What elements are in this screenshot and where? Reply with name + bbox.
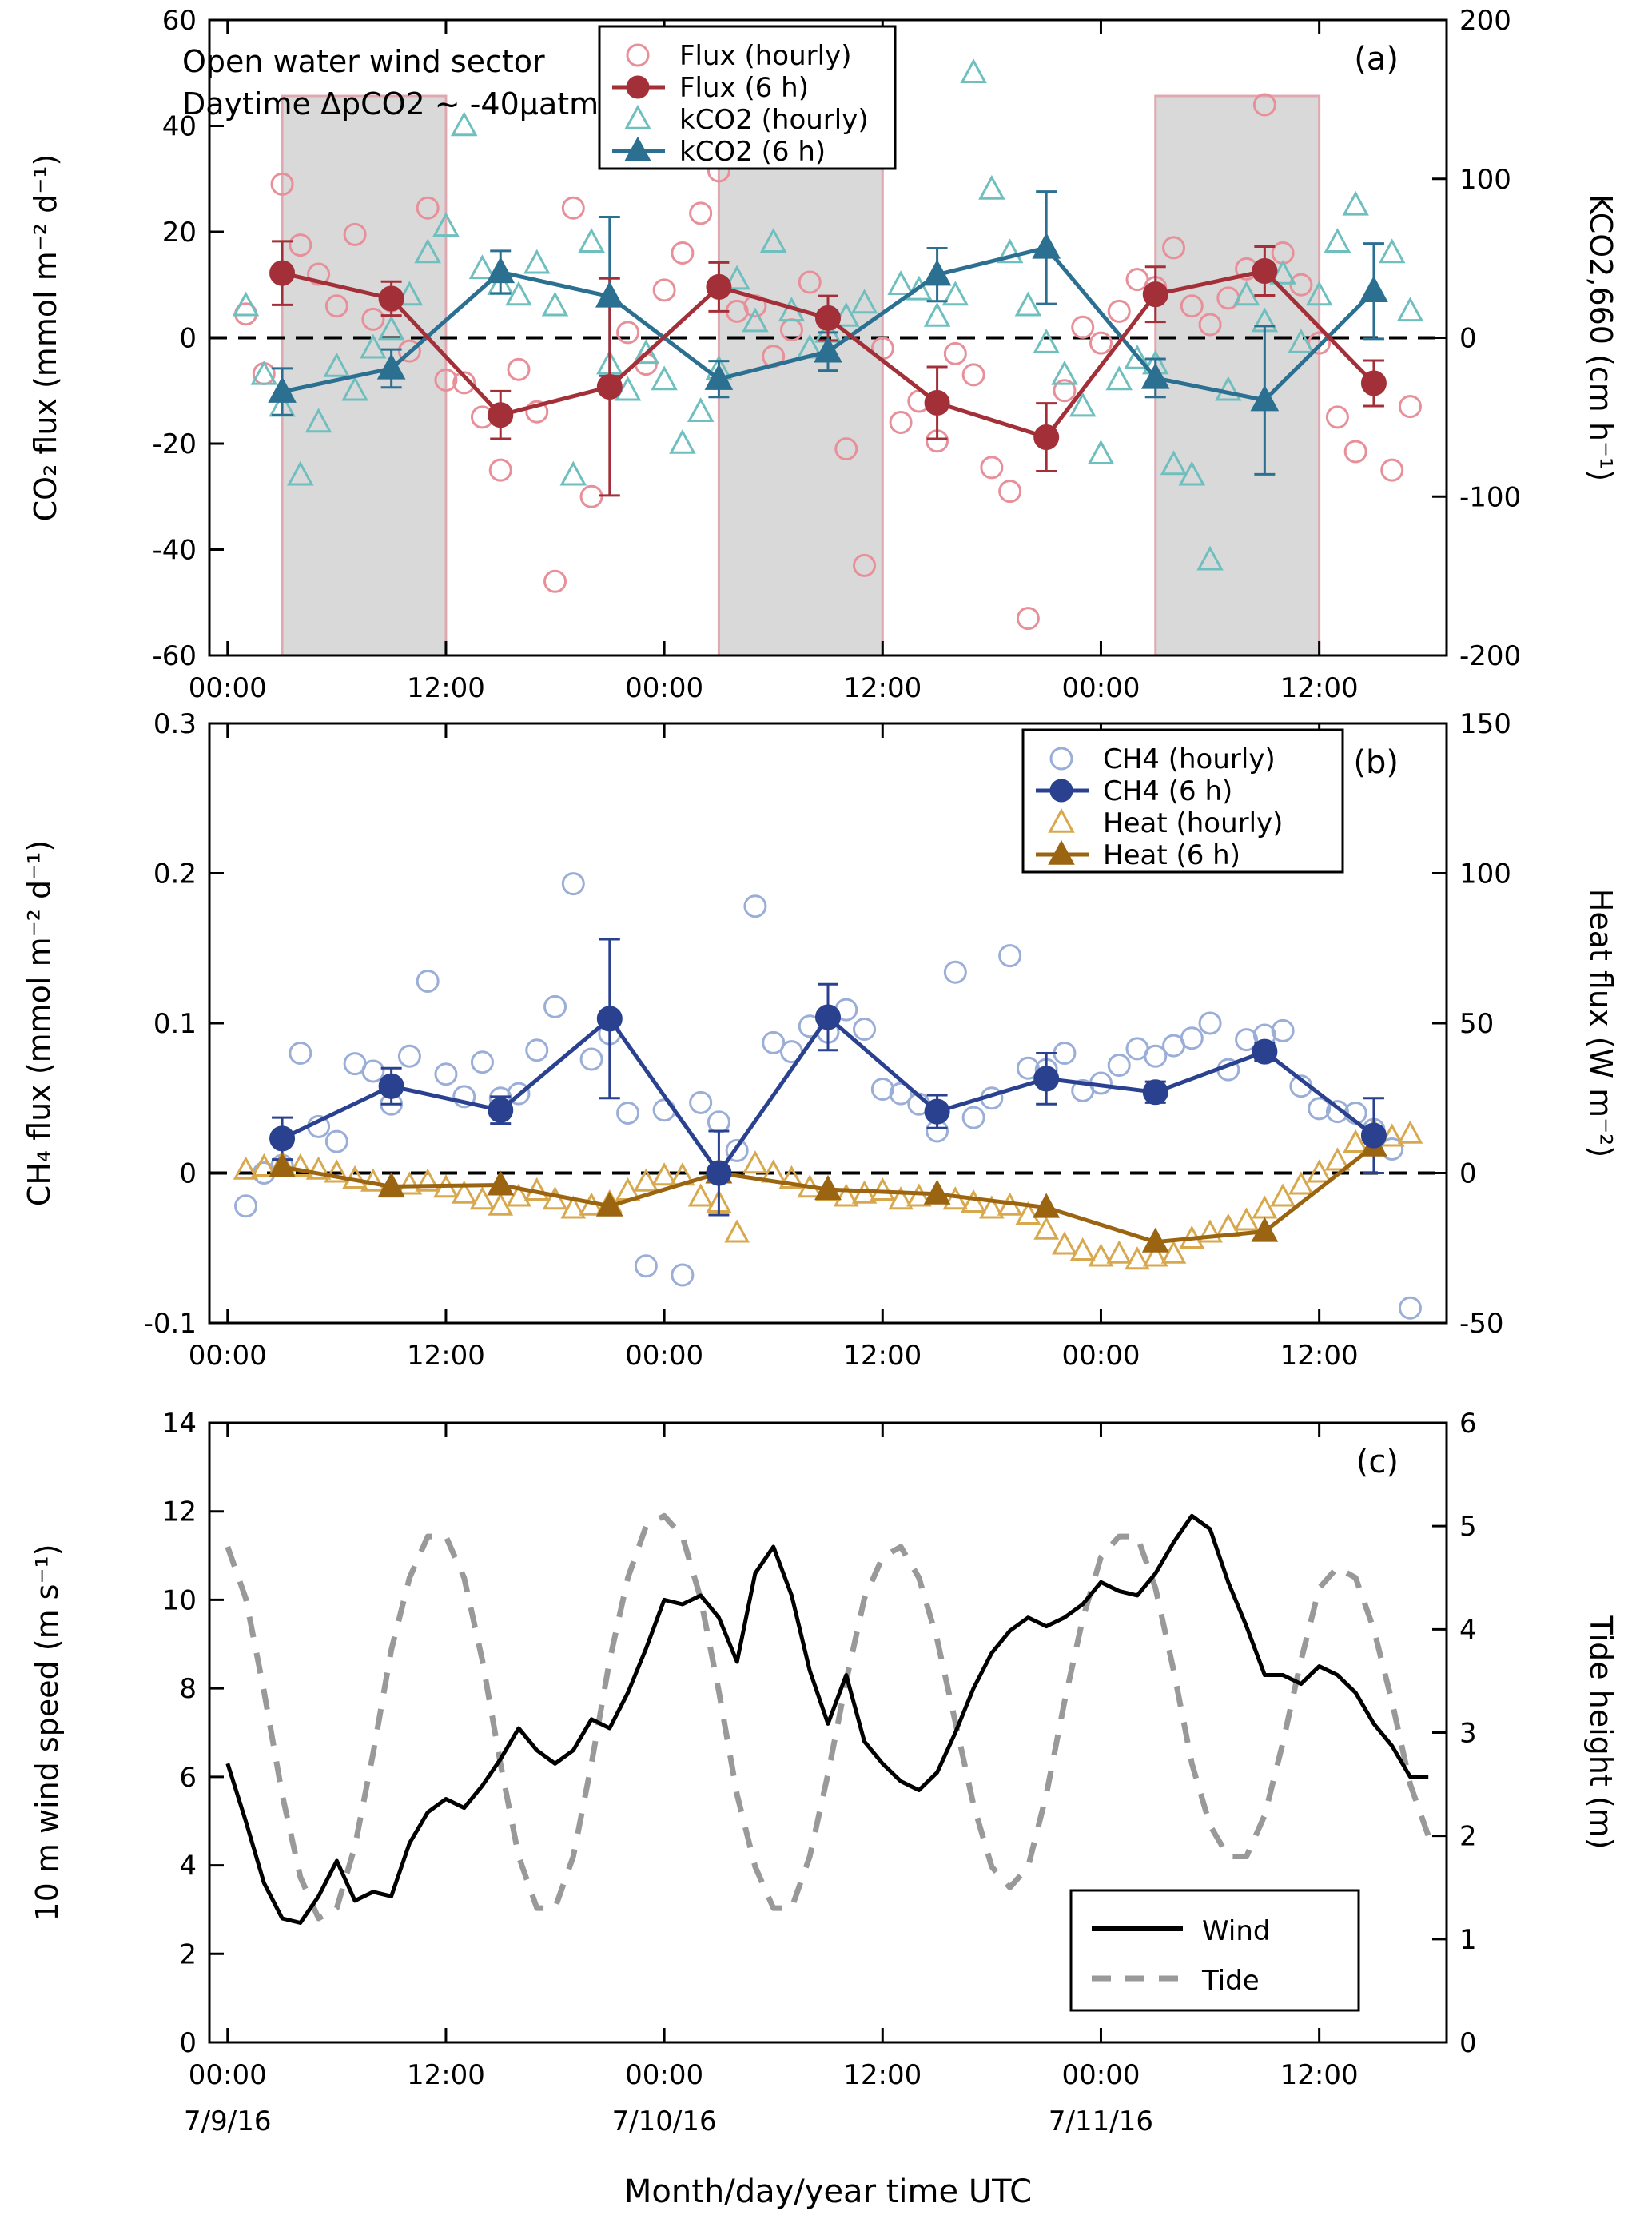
y-tick-label-left: 12 (161, 1496, 197, 1528)
marker-circle (417, 971, 438, 992)
y-axis-title-right: Heat flux (W m⁻²) (1583, 888, 1618, 1158)
y-tick-label-left: 20 (161, 217, 197, 249)
legend-label: CH4 (6 h) (1103, 775, 1233, 807)
marker-triangle (689, 400, 712, 420)
marker-circle (527, 1040, 547, 1061)
panel-tag: (a) (1354, 41, 1399, 78)
marker-circle (236, 1196, 257, 1217)
marker-circle (1382, 460, 1403, 480)
legend-label: Heat (6 h) (1103, 839, 1240, 871)
legend-label: kCO2 (hourly) (679, 104, 869, 136)
marker-circle (1109, 1055, 1129, 1076)
marker-triangle (1291, 1174, 1312, 1194)
y-tick-label-right: 5 (1459, 1511, 1477, 1544)
x-tick-label: 12:00 (1280, 1340, 1359, 1372)
marker-triangle (1399, 1123, 1421, 1143)
panel-3 (30, 1408, 1618, 2210)
marker-circle (708, 1112, 729, 1133)
marker-circle (270, 1126, 294, 1150)
marker-triangle (562, 464, 585, 484)
marker-circle (1017, 608, 1038, 629)
y-tick-label-left: -40 (152, 534, 197, 567)
marker-circle (472, 1052, 492, 1073)
marker-circle (1272, 1020, 1293, 1041)
marker-circle (1000, 481, 1021, 502)
marker-circle (380, 1074, 404, 1098)
marker-triangle (1254, 1198, 1276, 1218)
marker-triangle (1326, 230, 1349, 251)
marker-triangle (726, 1222, 748, 1242)
marker-triangle (1089, 442, 1113, 463)
x-tick-label: 00:00 (1061, 2059, 1140, 2091)
x-tick-label: 00:00 (625, 2059, 704, 2091)
marker-circle (363, 1061, 384, 1082)
marker-circle (270, 261, 294, 285)
annotation-line-2: Daytime ΔpCO2 ~ -40µatm (182, 86, 599, 122)
y-tick-label-left: 4 (179, 1850, 197, 1882)
marker-circle (1345, 441, 1366, 462)
marker-circle (1109, 301, 1129, 321)
panel-2 (22, 708, 1618, 1372)
legend-label: Heat (hourly) (1103, 807, 1284, 839)
marker-circle (816, 1006, 840, 1030)
marker-triangle (543, 294, 567, 315)
x-axis-title: Month/day/year time UTC (623, 2173, 1033, 2210)
y-tick-label-right: 0 (1459, 1157, 1477, 1190)
x-tick-label: 12:00 (406, 2059, 485, 2091)
y-tick-label-left: -60 (152, 640, 197, 672)
marker-circle (1000, 946, 1021, 966)
marker-triangle (580, 230, 603, 251)
x-date-label: 7/9/16 (184, 2105, 272, 2137)
marker-circle (488, 1098, 512, 1122)
marker-circle (618, 1103, 639, 1124)
x-tick-label: 00:00 (625, 1340, 704, 1372)
y-tick-label-left: 40 (161, 110, 197, 143)
marker-circle (1399, 1297, 1420, 1318)
marker-triangle (1108, 369, 1131, 389)
y-tick-label-left: 0 (179, 2027, 197, 2059)
marker-triangle (488, 258, 513, 282)
marker-triangle (1272, 1186, 1294, 1206)
marker-circle (926, 1100, 949, 1124)
marker-triangle (471, 257, 494, 277)
marker-circle (1362, 1124, 1386, 1148)
marker-triangle (745, 1153, 766, 1173)
y-tick-label-left: 2 (179, 1938, 197, 1971)
marker-triangle (890, 273, 913, 293)
x-tick-label: 00:00 (625, 672, 704, 704)
marker-circle (945, 962, 965, 982)
y-tick-label-right: 3 (1459, 1717, 1477, 1750)
x-tick-label: 00:00 (188, 672, 267, 704)
marker-circle (963, 365, 984, 385)
y-tick-label-right: 0 (1459, 2027, 1477, 2059)
marker-circle (1144, 1080, 1168, 1104)
y-tick-label-left: 0.2 (153, 858, 197, 890)
panel-tag: (b) (1353, 744, 1399, 781)
x-tick-label: 12:00 (843, 672, 922, 704)
x-date-label: 7/10/16 (611, 2105, 717, 2137)
marker-circle (563, 197, 583, 218)
marker-triangle (1236, 1210, 1257, 1230)
marker-circle (598, 375, 622, 399)
marker-circle (545, 996, 566, 1017)
marker-triangle (962, 61, 985, 82)
marker-circle (926, 391, 949, 415)
marker-circle (290, 1043, 311, 1064)
x-tick-label: 00:00 (188, 2059, 267, 2091)
y-tick-label-left: -20 (152, 428, 197, 460)
x-date-label: 7/11/16 (1048, 2105, 1154, 2137)
y-tick-label-left: 10 (161, 1584, 197, 1617)
marker-circle (816, 306, 840, 330)
marker-circle (1327, 407, 1347, 428)
legend-marker (627, 77, 648, 98)
panel-tag: (c) (1355, 1444, 1399, 1480)
y-tick-label-right: 4 (1459, 1614, 1477, 1647)
y-tick-label-left: 60 (161, 5, 197, 37)
legend-label-wind: Wind (1202, 1915, 1271, 1947)
marker-circle (945, 343, 965, 364)
marker-triangle (1072, 1240, 1093, 1260)
series-line-tide (228, 1516, 1428, 1918)
marker-circle (1090, 333, 1111, 353)
y-tick-label-right: 150 (1459, 708, 1511, 740)
legend-label: Flux (hourly) (679, 40, 852, 72)
marker-circle (490, 460, 511, 480)
x-tick-label: 00:00 (188, 1340, 267, 1372)
marker-circle (1034, 1066, 1058, 1090)
x-tick-label: 12:00 (843, 2059, 922, 2091)
legend-marker (1051, 780, 1072, 801)
shaded-band-1 (719, 96, 882, 655)
marker-circle (691, 1092, 711, 1113)
marker-circle (672, 1265, 693, 1285)
marker-circle (581, 486, 602, 507)
y-tick-label-left: 8 (179, 1673, 197, 1706)
marker-circle (654, 280, 675, 301)
marker-circle (963, 1107, 984, 1128)
y-tick-label-right: 200 (1459, 5, 1511, 37)
y-axis-title-left: CO₂ flux (mmol m⁻² d⁻¹) (28, 153, 63, 522)
y-tick-label-left: 6 (179, 1761, 197, 1794)
marker-circle (1399, 396, 1420, 417)
legend-label: kCO2 (6 h) (679, 136, 826, 168)
marker-circle (1054, 1043, 1075, 1064)
marker-circle (1200, 1013, 1220, 1034)
marker-circle (563, 874, 583, 894)
y-tick-label-right: 100 (1459, 163, 1511, 196)
marker-circle (707, 275, 730, 299)
y-axis-title-right: Tide height (m) (1583, 1615, 1618, 1850)
marker-circle (326, 1131, 347, 1152)
y-tick-label-right: 2 (1459, 1820, 1477, 1853)
y-tick-label-right: 0 (1459, 322, 1477, 355)
marker-circle (1252, 259, 1276, 283)
x-tick-label: 12:00 (843, 1340, 922, 1372)
marker-circle (745, 896, 766, 917)
x-tick-label: 12:00 (406, 1340, 485, 1372)
marker-triangle (671, 432, 695, 452)
panel-1 (28, 5, 1618, 704)
marker-circle (981, 457, 1002, 478)
y-tick-label-left: 0.3 (153, 708, 197, 740)
y-tick-label-left: 14 (161, 1408, 197, 1440)
marker-circle (399, 1046, 420, 1066)
y-tick-label-right: -100 (1459, 481, 1522, 514)
marker-triangle (1035, 331, 1058, 352)
marker-circle (707, 1161, 730, 1185)
marker-triangle (981, 177, 1004, 198)
marker-circle (436, 1064, 456, 1085)
y-tick-label-left: 0.1 (153, 1008, 197, 1040)
y-tick-label-right: 100 (1459, 858, 1511, 890)
y-tick-label-right: 50 (1459, 1008, 1495, 1040)
legend-label: Flux (6 h) (679, 72, 809, 104)
marker-triangle (1361, 277, 1387, 301)
marker-circle (1073, 317, 1093, 337)
marker-circle (672, 243, 693, 264)
marker-triangle (690, 1186, 711, 1206)
marker-circle (691, 203, 711, 224)
x-tick-label: 00:00 (1061, 1340, 1140, 1372)
annotation-line-1: Open water wind sector (182, 44, 545, 79)
y-tick-label-right: -200 (1459, 640, 1522, 672)
marker-triangle (270, 1154, 294, 1177)
x-tick-label: 12:00 (1280, 2059, 1359, 2091)
marker-circle (890, 412, 911, 433)
marker-circle (618, 322, 639, 343)
x-tick-label: 00:00 (1061, 672, 1140, 704)
marker-circle (508, 359, 529, 380)
marker-circle (545, 571, 566, 592)
marker-circle (581, 1049, 602, 1070)
marker-circle (488, 403, 512, 427)
shaded-band-2 (1156, 96, 1320, 655)
marker-circle (1252, 1040, 1276, 1064)
x-tick-label: 12:00 (1280, 672, 1359, 704)
marker-triangle (1109, 1243, 1130, 1263)
marker-circle (635, 1256, 656, 1277)
legend-label-tide: Tide (1202, 1965, 1260, 1997)
x-tick-label: 12:00 (406, 672, 485, 704)
legend-label: CH4 (hourly) (1103, 743, 1276, 775)
y-tick-label-right: 1 (1459, 1923, 1477, 1956)
marker-circle (1144, 282, 1168, 306)
y-tick-label-left: 0 (179, 1157, 197, 1190)
marker-triangle (1344, 193, 1367, 214)
marker-triangle (653, 369, 676, 389)
y-axis-title-left: 10 m wind speed (m s⁻¹) (30, 1544, 65, 1922)
marker-circle (1034, 425, 1058, 449)
marker-circle (598, 1006, 622, 1030)
y-tick-label-right: 6 (1459, 1408, 1477, 1440)
y-tick-label-left: -0.1 (143, 1308, 197, 1340)
marker-circle (1362, 371, 1386, 395)
marker-triangle (526, 252, 549, 273)
y-tick-label-left: 0 (179, 322, 197, 355)
marker-triangle (926, 305, 949, 325)
marker-circle (1181, 1028, 1202, 1049)
y-axis-title-left: CH₄ flux (mmol m⁻² d⁻¹) (22, 839, 57, 1207)
marker-triangle (1033, 234, 1059, 258)
y-tick-label-right: -50 (1459, 1308, 1504, 1340)
marker-triangle (1399, 299, 1422, 320)
marker-circle (854, 1019, 875, 1040)
marker-circle (380, 286, 404, 310)
y-axis-title-right: KCO2,660 (cm h⁻¹) (1583, 193, 1618, 482)
